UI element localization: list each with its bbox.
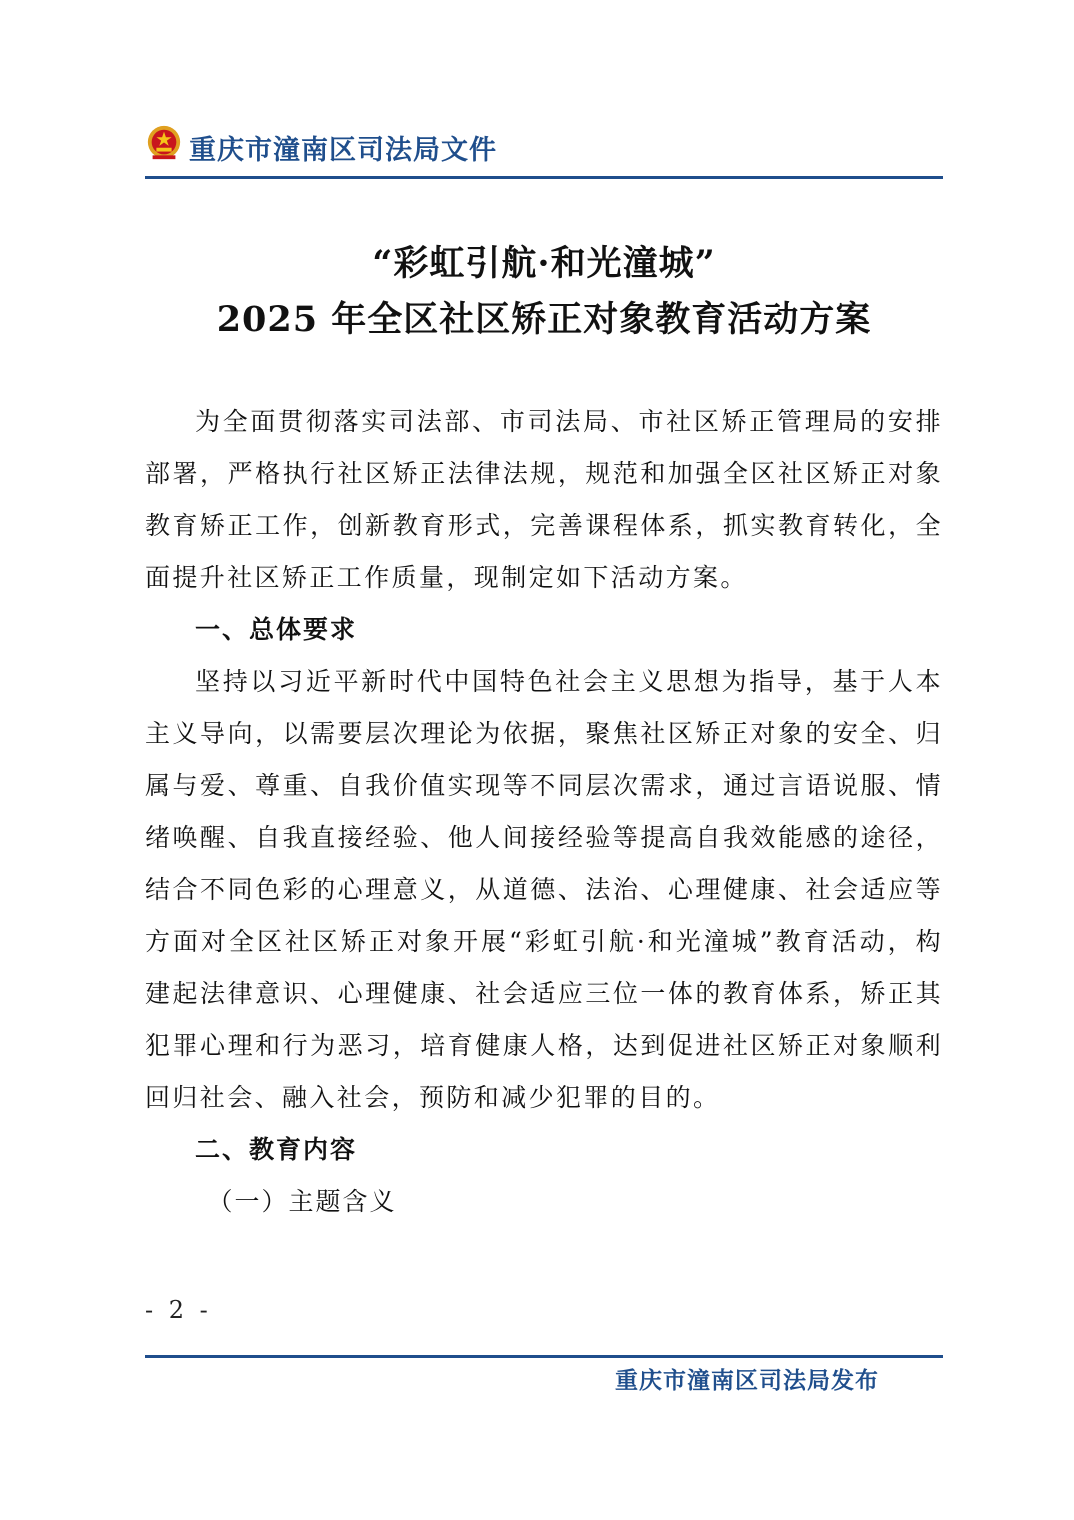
section-2-subheading: （一）主题含义	[207, 1187, 397, 1216]
header-divider	[145, 176, 943, 179]
document-header	[145, 120, 945, 180]
document-body	[145, 396, 943, 1228]
title-line-2: 2025 年全区社区矫正对象教育活动方案	[216, 299, 872, 340]
national-emblem-icon	[145, 124, 183, 162]
header-title: 重庆市潼南区司法局文件	[189, 135, 497, 166]
title-line-1: “彩虹引航·和光潼城”	[372, 243, 716, 284]
page-number: - 2 -	[145, 1296, 212, 1324]
section-1-paragraph: 坚持以习近平新时代中国特色社会主义思想为指导，基于人本主义导向，以需要层次理论为依据，聚焦社区矫正对象的安全、归属与爱、尊重、自我价值实现等不同层次需求，通过言语说服、情绪唤醒、自我直接经验、他人间接经验等提高自我效能感的途径，结合不同色彩的心理意义，从道德、法治、心理健康、社会适应等方面对全区社区矫正对象开展“彩虹引航·和光潼城”教育活动，构建起法律意识、心理健康、社会适应三位一体的教育体系，矫正其犯罪心理和行为恶习，培育健康人格，达到促进社区矫正对象顺利回归社会、融入社会，预防和减少犯罪的目的。	[145, 667, 943, 1112]
intro-paragraph: 为全面贯彻落实司法部、市司法局、市社区矫正管理局的安排部署，严格执行社区矫正法律法规，规范和加强全区社区矫正对象教育矫正工作，创新教育形式，完善课程体系，抓实教育转化，全面提升社区矫正工作质量，现制定如下活动方案。	[145, 407, 943, 592]
footer-publisher: 重庆市潼南区司法局发布	[615, 1368, 879, 1394]
section-2-heading: 二、教育内容	[195, 1135, 358, 1164]
footer-divider	[145, 1355, 943, 1358]
section-1-heading: 一、总体要求	[195, 615, 358, 644]
document-title	[145, 236, 943, 348]
